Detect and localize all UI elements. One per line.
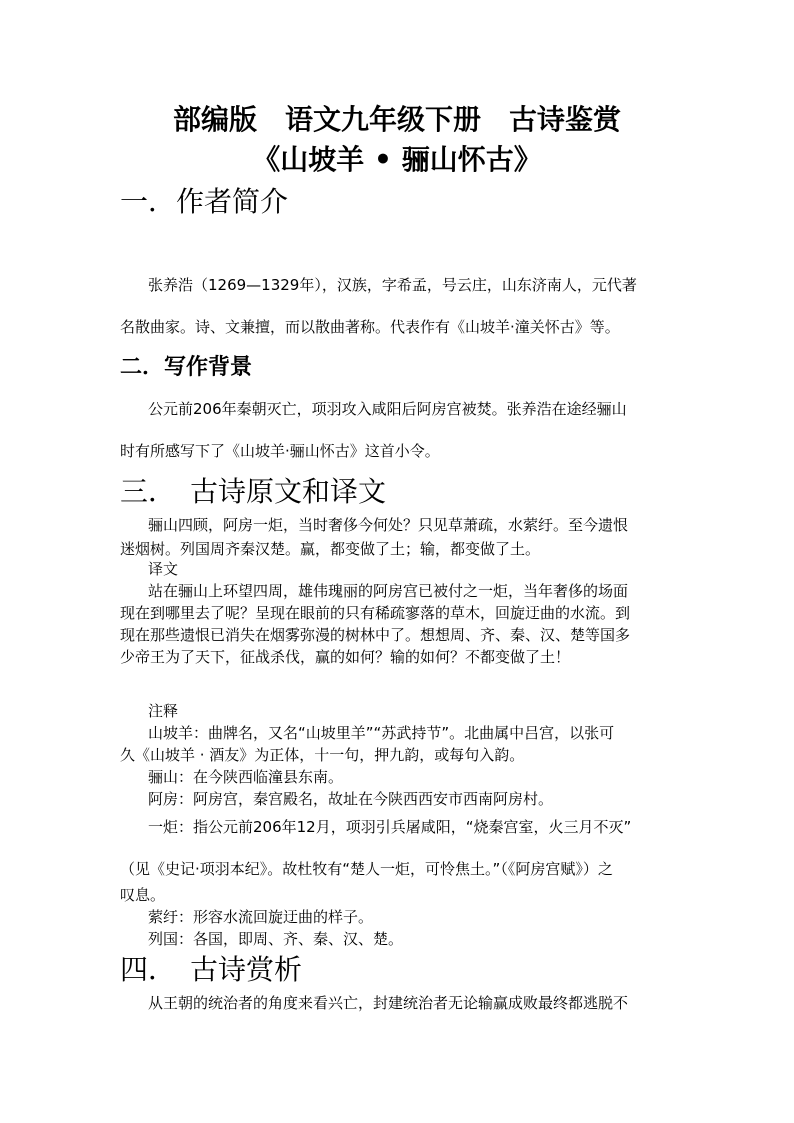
translation-line: 站在骊山上环望四周，雄伟瑰丽的阿房宫已被付之一炬，当年奢侈的场面 xyxy=(148,582,629,600)
paragraph-line: 公元前206年秦朝灭亡，项羽攻入咸阳后阿房宫被焚。张养浩在途经骊山 xyxy=(148,400,627,418)
note-line: 叹息。 xyxy=(120,886,166,904)
paragraph-line: 从王朝的统治者的角度来看兴亡，封建统治者无论输赢成败最终都逃脱不 xyxy=(148,994,629,1012)
poem-line: 迷烟树。列国周齐秦汉楚。赢，都变做了土；输，都变做了土。 xyxy=(120,540,541,558)
section-heading-appreciation: 四． 古诗赏析 xyxy=(120,953,303,986)
note-line: 山坡羊：曲牌名，又名“山坡里羊”“苏武持节”。北曲属中吕宫，以张可 xyxy=(148,724,615,742)
paragraph-line: 名散曲家。诗、文兼擅，而以散曲著称。代表作有《山坡羊·潼关怀古》等。 xyxy=(120,318,620,336)
translation-line: 现在到哪里去了呢？呈现在眼前的只有稀疏寥落的草木，回旋迂曲的水流。到 xyxy=(120,604,631,622)
section-heading-original: 三． 古诗原文和译文 xyxy=(120,475,387,508)
note-line: 骊山：在今陕西临潼县东南。 xyxy=(148,768,344,786)
translation-line: 少帝王为了天下，征战杀伐，赢的如何？输的如何？不都变做了土！ xyxy=(120,648,571,666)
note-line: 萦纡：形容水流回旋迂曲的样子。 xyxy=(148,908,374,926)
poem-line: 骊山四顾，阿房一炬，当时奢侈今何处？只见草萧疏，水萦纡。至今遗恨 xyxy=(148,516,629,534)
paragraph-line: 张养浩（1269—1329年），汉族，字希孟，号云庄，山东济南人，元代著 xyxy=(148,276,637,294)
note-line: 列国：各国，即周、齐、秦、汉、楚。 xyxy=(148,930,404,948)
document-title: 部编版 语文九年级下册 古诗鉴赏 xyxy=(172,103,621,136)
subheading-translation: 译文 xyxy=(148,560,179,578)
poem-title: 《山坡羊 • 骊山怀古》 xyxy=(252,143,542,176)
section-heading-background: 二．写作背景 xyxy=(120,354,253,380)
note-line: （见《史记·项羽本纪》。故杜牧有“楚人一炬，可怜焦土。”（《阿房宫赋》）之 xyxy=(120,860,613,878)
note-line: 一炬：指公元前206年12月，项羽引兵屠咸阳，“烧秦宫室，火三月不灭” xyxy=(148,818,632,836)
note-line: 久《山坡羊 · 酒友》为正体，十一句，押九韵，或每句入韵。 xyxy=(120,746,525,764)
paragraph-line: 时有所感写下了《山坡羊·骊山怀古》这首小令。 xyxy=(120,442,440,460)
subheading-notes: 注释 xyxy=(148,702,179,720)
note-line: 阿房：阿房宫，秦宫殿名，故址在今陕西西安市西南阿房村。 xyxy=(148,790,554,808)
translation-line: 现在那些遗恨已消失在烟雾弥漫的树林中了。想想周、齐、秦、汉、楚等国多 xyxy=(120,626,631,644)
section-heading-author: 一．作者简介 xyxy=(120,185,289,218)
